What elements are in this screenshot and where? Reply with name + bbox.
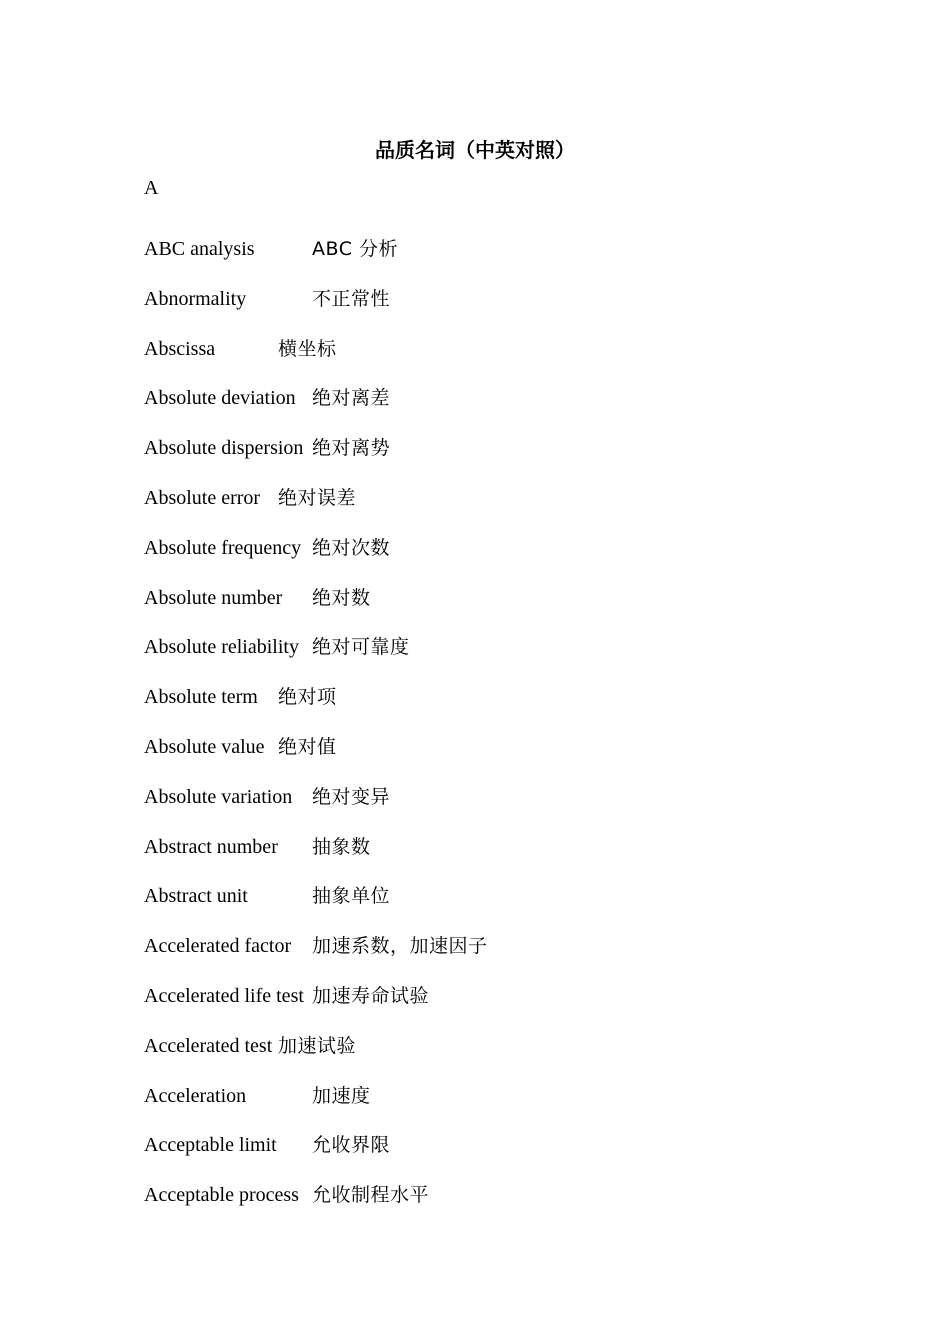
glossary-entry [144,1182,844,1232]
glossary-entry [144,1083,844,1133]
glossary-entry [144,933,844,983]
term-chinese: 抽象单位 [312,885,391,908]
term-english: Abnormality [144,287,247,310]
term-chinese: 加速寿命试验 [312,984,430,1007]
glossary-entry [144,684,844,734]
glossary-entry [144,1132,844,1182]
term-english: Absolute value [144,735,265,758]
term-english: Abstract unit [144,885,248,908]
term-chinese: 允收界限 [312,1134,391,1157]
term-english: Absolute term [144,686,258,709]
term-chinese: 绝对变异 [312,785,391,808]
glossary-entry [144,1033,844,1083]
glossary-entry [144,485,844,535]
term-english: Abscissa [144,337,216,360]
term-chinese: 绝对数 [312,586,371,609]
term-chinese: 绝对次数 [312,536,391,559]
term-chinese: 抽象数 [312,835,371,858]
term-chinese: 绝对值 [278,735,337,758]
term-english: ABC analysis [144,238,255,260]
section-letter: A [144,177,159,199]
document-title: 品质名词（中英对照） [375,138,575,162]
glossary-list [144,236,844,1232]
glossary-entry [144,435,844,485]
glossary-entry [144,634,844,684]
term-english: Acceptable limit [144,1134,277,1157]
glossary-entry [144,983,844,1033]
term-chinese: 加速系数，加速因子 [312,935,488,958]
glossary-entry [144,535,844,585]
glossary-entry [144,834,844,884]
term-chinese: 绝对离势 [312,437,391,460]
term-english: Accelerated test [144,1034,273,1057]
term-chinese: 允收制程水平 [312,1184,430,1207]
term-chinese: 绝对误差 [278,486,357,509]
term-english: Acceptable process [144,1184,299,1207]
term-chinese: 横坐标 [278,337,337,360]
term-chinese: 加速度 [312,1084,371,1107]
glossary-entry [144,236,844,286]
term-english: Absolute number [144,586,283,609]
term-english: Absolute variation [144,785,293,808]
term-english: Absolute dispersion [144,437,304,460]
term-english: Accelerated factor [144,935,292,958]
term-chinese: 加速试验 [278,1034,357,1057]
term-chinese: 不正常性 [312,287,391,310]
term-english: Absolute frequency [144,536,302,559]
term-english: Absolute deviation [144,387,296,410]
term-chinese: ABC 分析 [312,238,399,260]
glossary-entry [144,385,844,435]
term-english: Acceleration [144,1084,247,1107]
glossary-entry [144,883,844,933]
term-chinese: 绝对项 [278,686,337,709]
term-english: Abstract number [144,835,278,858]
glossary-entry [144,784,844,834]
term-english: Absolute reliability [144,636,299,659]
term-chinese: 绝对离差 [312,387,391,410]
glossary-entry [144,585,844,635]
glossary-entry [144,286,844,336]
term-chinese: 绝对可靠度 [312,636,410,659]
glossary-entry [144,734,844,784]
term-english: Absolute error [144,486,261,509]
term-english: Accelerated life test [144,984,304,1007]
glossary-entry [144,336,844,386]
